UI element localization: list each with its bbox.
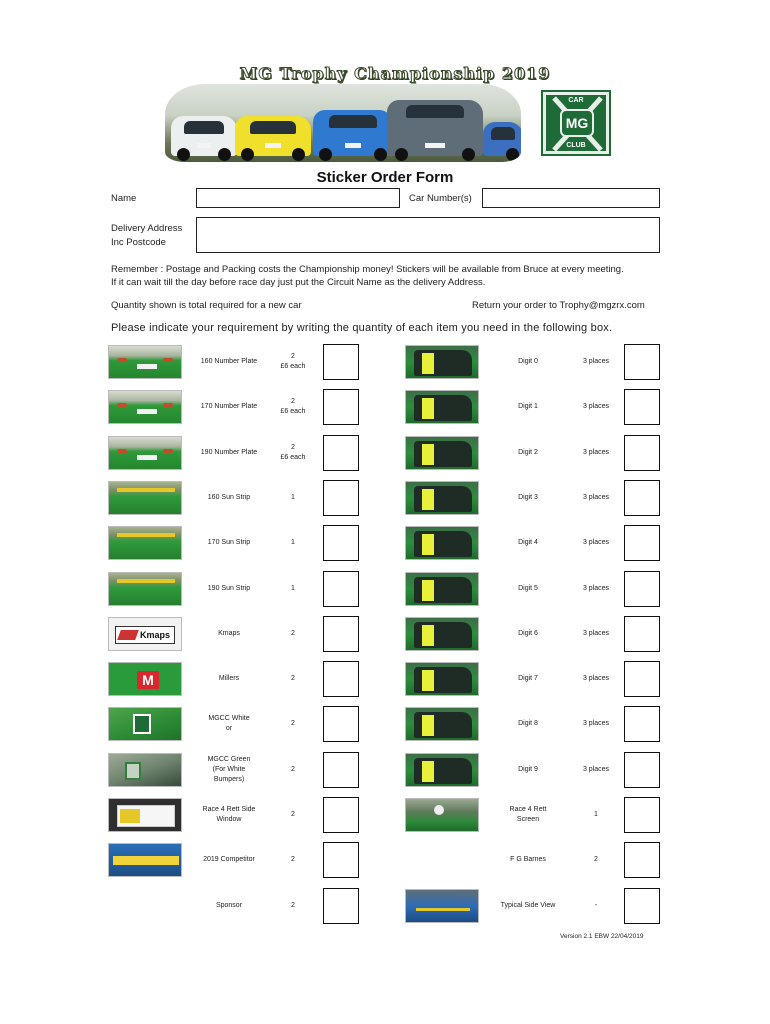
item-name: MGCC Green (For White Bumpers) [207, 755, 251, 783]
blue-car-icon [313, 110, 393, 156]
item-name: 170 Number Plate [200, 403, 258, 411]
item-quantity: 2 £6 each [280, 443, 306, 461]
form-title: Sticker Order Form [316, 169, 454, 186]
digit-window-icon [405, 526, 479, 560]
item-name: Digit 7 [518, 675, 538, 683]
quantity-input-box[interactable] [624, 389, 660, 425]
item-quantity: 3 places [582, 584, 610, 592]
digit-window-icon [405, 753, 479, 787]
quantity-input-box[interactable] [624, 706, 660, 742]
digit-window-icon [405, 572, 479, 606]
name-label: Name [111, 193, 137, 204]
item-quantity: 2 £6 each [280, 353, 306, 370]
item-name: Digit 6 [518, 629, 538, 637]
item-name: F G Barnes [510, 856, 546, 864]
grey-car-icon [387, 100, 483, 156]
header-banner [165, 60, 615, 164]
side-view-icon [405, 889, 479, 923]
item-quantity: 2 [291, 720, 295, 728]
item-row [0, 795, 770, 835]
car-number-field[interactable] [482, 188, 660, 208]
quantity-input-box[interactable] [624, 435, 660, 471]
digit-window-icon [405, 390, 479, 424]
item-name: Digit 1 [518, 403, 538, 411]
item-name: MGCC White or [208, 715, 250, 733]
quantity-input-box[interactable] [624, 888, 660, 924]
item-quantity: 2 [291, 765, 295, 773]
item-name: 190 Number Plate [200, 448, 258, 456]
item-name: Digit 8 [518, 720, 538, 728]
blue-car-rear-icon [483, 122, 521, 156]
item-name: Millers [218, 675, 240, 683]
race4rett-screen-icon [405, 798, 479, 832]
car-number-label: Car Number(s) [409, 193, 472, 204]
quantity-input-box[interactable] [624, 797, 660, 833]
quantity-note: Quantity shown is total required for a new car [111, 300, 302, 311]
logo-bottom-text: CLUB [566, 142, 586, 149]
item-quantity: 1 [594, 811, 598, 818]
item-quantity: 3 places [582, 403, 610, 411]
digit-window-icon [405, 481, 479, 515]
item-row [0, 704, 770, 744]
version-text: Version 2.1 EBW 22/04/2019 [560, 933, 644, 940]
item-quantity: 2 [291, 811, 295, 818]
item-quantity: 2 £6 each [280, 398, 306, 416]
remember-note-line2: If it can wait till the day before race day just put the Circuit Name as the delivery Address. [111, 277, 486, 288]
return-note: Return your order to Trophy@mgzrx.com [472, 300, 645, 311]
quantity-input-box[interactable] [624, 571, 660, 607]
item-quantity: 3 places [582, 448, 610, 456]
item-row [0, 342, 770, 382]
item-name: 160 Number Plate [200, 358, 258, 365]
item-name: Kmaps [218, 629, 240, 637]
item-name: Digit 9 [518, 765, 538, 773]
item-row [0, 886, 770, 926]
banner-title: MG Trophy Championship 2019 [239, 64, 551, 83]
quantity-input-box[interactable] [624, 842, 660, 878]
item-name: Digit 0 [518, 358, 538, 365]
delivery-address-field[interactable] [196, 217, 660, 253]
kmaps-logo-icon: Kmaps [108, 617, 182, 651]
item-name: Digit 2 [518, 448, 538, 456]
item-row [0, 478, 770, 518]
item-row [0, 433, 770, 473]
item-quantity: 2 [291, 675, 295, 683]
logo-top-text: CAR [568, 97, 584, 104]
item-name: Race 4 Rett Screen [509, 806, 547, 823]
item-name: Digit 5 [518, 584, 538, 592]
logo-center-text: MG [560, 109, 594, 137]
item-quantity: 3 places [582, 675, 610, 683]
item-row [0, 523, 770, 563]
yellow-car-icon [235, 116, 311, 156]
item-quantity: 1 [291, 493, 295, 501]
item-name: 160 Sun Strip [207, 493, 251, 501]
item-name: 2019 Competitor [203, 856, 255, 864]
item-name: 190 Sun Strip [207, 584, 251, 592]
item-quantity: 3 places [582, 720, 610, 728]
quantity-input-box[interactable] [624, 480, 660, 516]
digit-window-icon [405, 617, 479, 651]
remember-note: Remember : Postage and Packing costs the Championship money! Stickers will be available from Bruce at every meeting. [111, 264, 624, 275]
item-name: 170 Sun Strip [207, 539, 251, 547]
quantity-input-box[interactable] [624, 661, 660, 697]
item-name: Typical Side View [500, 901, 556, 909]
item-quantity: 3 places [582, 358, 610, 365]
instruction-text: Please indicate your requirement by writing the quantity of each item you need in the following box. [111, 322, 613, 334]
digit-window-icon [405, 662, 479, 696]
quantity-input-box[interactable] [624, 344, 660, 380]
item-quantity: 2 [594, 856, 598, 864]
item-quantity: 1 [291, 584, 295, 592]
digit-window-icon [405, 436, 479, 470]
item-quantity: 2 [291, 629, 295, 637]
item-row [0, 659, 770, 699]
item-row [0, 569, 770, 609]
postcode-label: Inc Postcode [111, 237, 166, 248]
quantity-input-box[interactable] [624, 752, 660, 788]
item-quantity: 3 places [582, 493, 610, 501]
name-field[interactable] [196, 188, 400, 208]
item-row [0, 387, 770, 427]
millers-logo-icon: M [108, 662, 182, 696]
car-club-logo-icon [543, 92, 609, 154]
item-quantity: - [594, 901, 598, 909]
item-name: Race 4 Rett Side Window [202, 806, 256, 823]
item-quantity: 3 places [582, 539, 610, 547]
delivery-address-label: Delivery Address [111, 223, 183, 234]
item-name: Digit 3 [518, 493, 538, 501]
item-quantity: 2 [291, 856, 295, 864]
item-name: Sponsor [215, 901, 243, 909]
item-row [0, 614, 770, 654]
item-quantity: 2 [291, 901, 295, 909]
digit-window-icon [405, 345, 479, 379]
item-quantity: 3 places [582, 765, 610, 773]
item-row [0, 750, 770, 790]
item-quantity: 3 places [582, 629, 610, 637]
item-quantity: 1 [291, 539, 295, 547]
quantity-input-box[interactable] [624, 525, 660, 561]
item-name: Digit 4 [518, 539, 538, 547]
item-row [0, 840, 770, 880]
white-car-icon [171, 116, 237, 156]
quantity-input-box[interactable] [624, 616, 660, 652]
race-cars-photo [165, 84, 521, 162]
digit-window-icon [405, 707, 479, 741]
